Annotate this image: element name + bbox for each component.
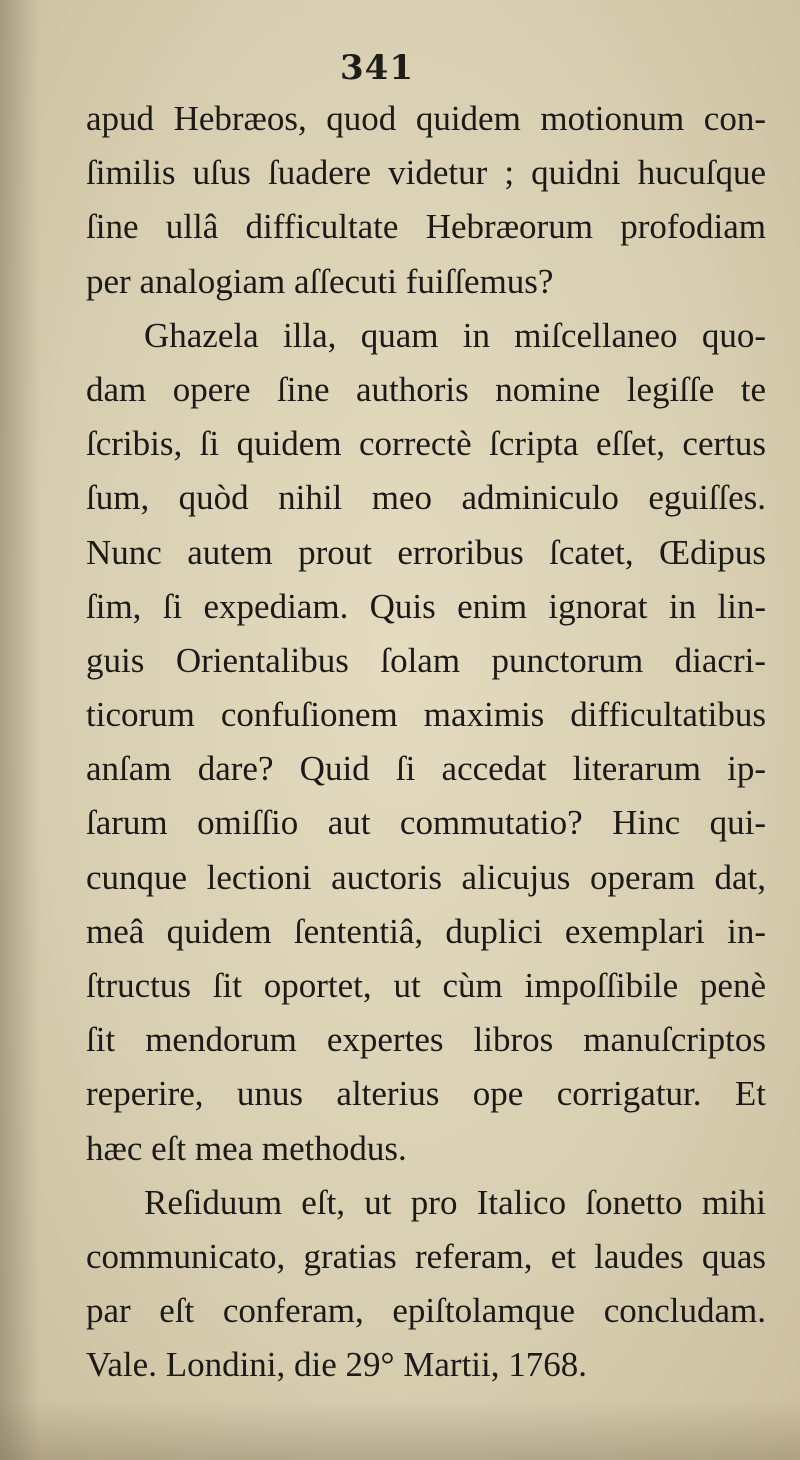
text-line: reperire, unus alterius ope corrigatur. Et (86, 1074, 766, 1114)
text-line: par eſt conferam, epiſtolamque concludam. (86, 1291, 766, 1331)
text-line: ſarum omiſſio aut commutatio? Hinc qui- (86, 803, 766, 843)
text-line: hæc eſt mea methodus. (86, 1128, 407, 1168)
text-line: meâ quidem ſententiâ, duplici exemplari in- (86, 911, 766, 951)
body-text (86, 92, 766, 1393)
text-line: ſim, ſi expediam. Quis enim ignorat in lin- (86, 586, 766, 626)
text-line: anſam dare? Quid ſi accedat literarum ip- (86, 749, 766, 789)
closing-line: Vale. Londini, die 29° Martii, 1768. (86, 1345, 588, 1385)
text-line: guis Orientalibus ſolam punctorum diacri- (86, 640, 766, 680)
text-line: ſit mendorum expertes libros manuſcriptos (86, 1020, 766, 1060)
text-line: cunque lectioni auctoris alicujus operam dat, (86, 857, 766, 897)
text-line: Nunc autem prout erroribus ſcatet, Œdipus (86, 532, 766, 572)
paragraph-start-line: Reſiduum eſt, ut pro Italico ſonetto mihi (144, 1182, 766, 1222)
page-edge-shadow (0, 0, 40, 1460)
text-line: ſum, quòd nihil meo adminiculo eguiſſes. (86, 478, 766, 518)
page-bottom-shadow (0, 1400, 800, 1460)
text-line: ticorum confuſionem maximis difficultatibus (86, 695, 766, 735)
text-line: ſimilis uſus ſuadere videtur ; quidni hucuſque (86, 153, 766, 193)
text-line: ſine ullâ difficultate Hebræorum profodiam (86, 207, 766, 247)
text-line: apud Hebræos, quod quidem motionum con- (86, 99, 766, 138)
text-line: ſtructus ſit oportet, ut cùm impoſſibile penè (86, 966, 766, 1005)
paragraph-start-line: Ghazela illa, quam in miſcellaneo quo- (144, 315, 766, 355)
text-line: dam opere ſine authoris nomine legiſſe te (86, 369, 766, 409)
text-line: ſcribis, ſi quidem correctè ſcripta eſſet, certus (86, 424, 766, 464)
page-number: 341 (340, 48, 414, 88)
text-line: communicato, gratias referam, et laudes quas (86, 1236, 766, 1276)
text-line: per analogiam aſſecuti fuiſſemus? (86, 261, 554, 301)
